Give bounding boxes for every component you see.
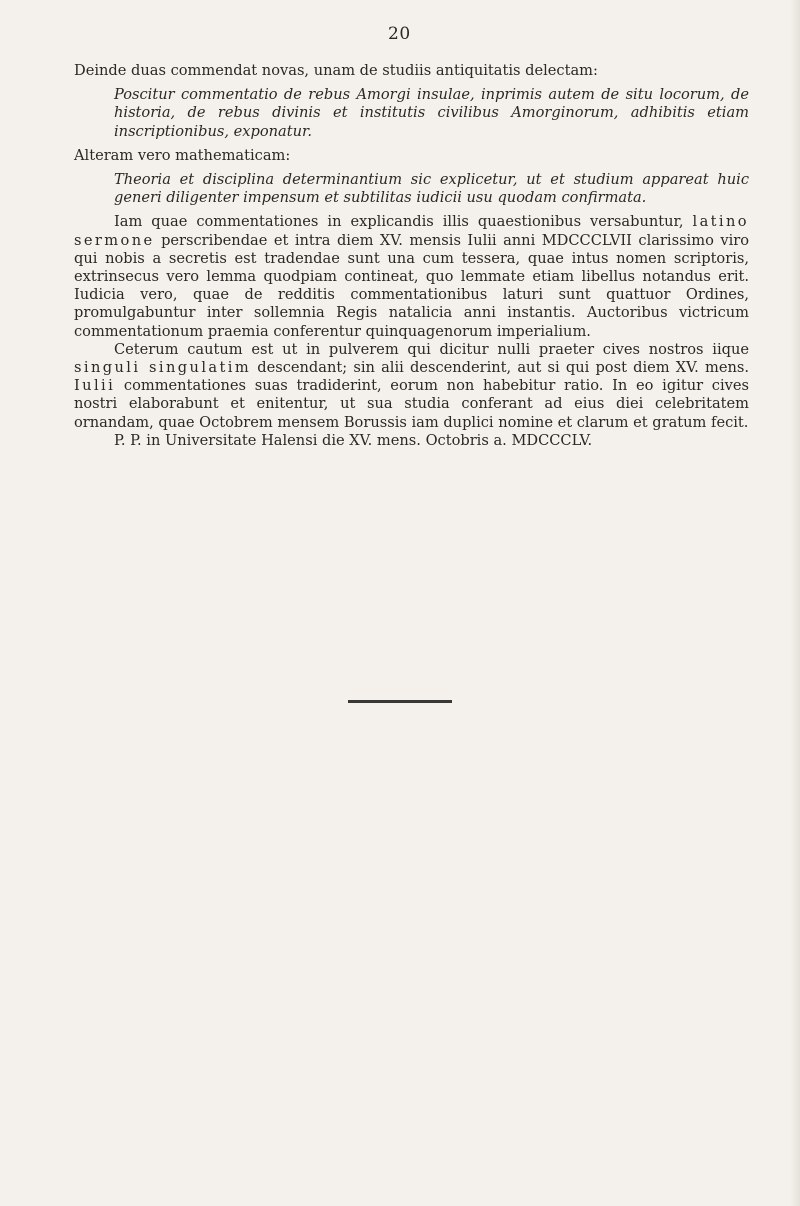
- paragraph-conditions-part-b: descendant; sin alii descenderint, aut si qui post diem XV. mens.: [257, 359, 749, 377]
- page-number: 20: [388, 24, 411, 44]
- intro-paragraph: Deinde duas commendat novas, unam de studiis antiquitatis delectam:: [74, 62, 598, 79]
- spaced-iulii: Iulii: [74, 377, 116, 395]
- paragraph-submission: [74, 213, 749, 340]
- quote-mathematics: Theoria et disciplina determinantium sic explicetur, ut et studium appareat huic generi diligenter impensum et subtilitas iudicii usu quodam confirmata.: [114, 171, 749, 207]
- signature-line: P. P. in Universitate Halensi die XV. mens. Octobris a. MDCCCLV.: [114, 431, 593, 449]
- quote-amorgos: Poscitur commentatio de rebus Amorgi insulae, inprimis autem de situ locorum, de historia, de rebus divinis et institutis civilibus Amorginorum, adhibitis etiam inscriptionibus, exponatur.: [114, 86, 749, 140]
- closing-rule: [348, 700, 452, 703]
- spaced-latino-sermone: latino sermone: [74, 213, 749, 249]
- body-text: [74, 62, 749, 450]
- paragraph-submission-part-b: perscribendae et intra diem XV. mensis Iulii anni MDCCCLVII clarissimo viro qui nobis a secretis est tradendae sunt una cum tessera, quae intus nomen scriptoris, extrinsecus vero lemma quodpiam contineat, quo lemmate etiam libellus notandus erit. Iudicia vero, quae de redditis commentationibus laturi sunt quattuor Ordines, promulgabuntur inter sollemnia Regis natalicia anni instantis. Auctoribus victricum commentationum praemia conferentur quinquagenorum imperialium.: [74, 231, 750, 340]
- paragraph-conditions-part-c: commentationes suas tradiderint, eorum non habebitur ratio. In eo igitur cives nostri elaborabunt et enitentur, ut sua studia conferant ad eius diei celebritatem ornandam, quae Octobrem mensem Borussis iam duplici nomine et clarum et gratum fecit.: [74, 377, 750, 431]
- spaced-singuli-singulatim: singuli singulatim: [74, 359, 252, 377]
- paragraph-conditions-part-a: Ceterum cautum est ut in pulverem qui dicitur nulli praeter cives nostros iique: [114, 340, 749, 358]
- intro-paragraph-2: Alteram vero mathematicam:: [74, 146, 291, 164]
- paragraph-conditions: [74, 341, 749, 432]
- paragraph-submission-part-a: Iam quae commentationes in explicandis illis quaestionibus versabuntur,: [114, 213, 684, 231]
- page-edge-shadow: [790, 0, 800, 1206]
